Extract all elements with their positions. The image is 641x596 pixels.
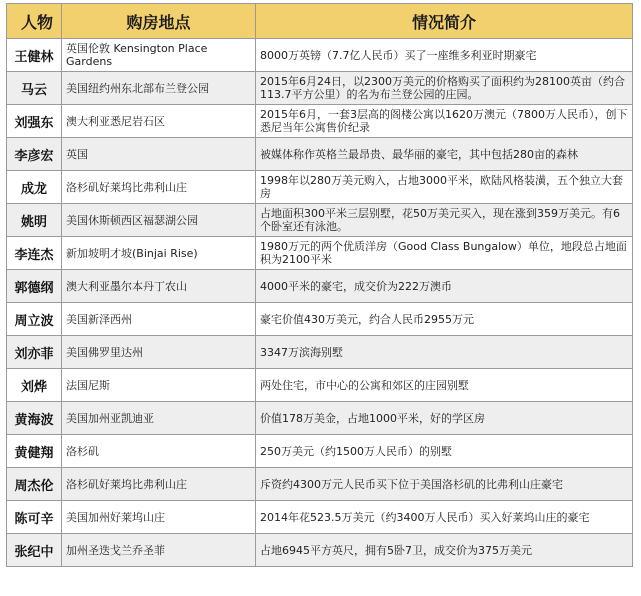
location-cell: 加州圣迭戈兰乔圣菲 [62, 534, 256, 567]
description-cell: 被媒体称作英格兰最昂贵、最华丽的豪宅，其中包括280亩的森林 [256, 138, 633, 171]
table-row [7, 336, 633, 369]
description-cell: 价值178万美金，占地1000平米，好的学区房 [256, 402, 633, 435]
header-location: 购房地点 [62, 4, 256, 39]
person-name-cell: 陈可辛 [7, 501, 62, 534]
person-name-cell: 郭德纲 [7, 270, 62, 303]
description-cell: 1980万元的两个优质洋房（Good Class Bungalow）单位，地段总占地面积为2100平米 [256, 237, 633, 270]
table-row [7, 72, 633, 105]
person-name-cell: 黄海波 [7, 402, 62, 435]
location-cell: 美国加州亚凯迪亚 [62, 402, 256, 435]
person-name-cell: 刘烨 [7, 369, 62, 402]
description-cell: 2015年6月24日，以2300万美元的价格购买了面积约为28100英亩（约合113.7平方公里）的名为布兰登公园的庄园。 [256, 72, 633, 105]
description-cell: 两处住宅，市中心的公寓和郊区的庄园别墅 [256, 369, 633, 402]
location-cell: 澳大利亚墨尔本丹丁农山 [62, 270, 256, 303]
header-person: 人物 [7, 4, 62, 39]
location-cell: 美国加州好莱坞山庄 [62, 501, 256, 534]
location-cell: 洛杉矶好莱坞比弗利山庄 [62, 468, 256, 501]
person-name-cell: 王健林 [7, 39, 62, 72]
location-cell: 美国新泽西州 [62, 303, 256, 336]
description-cell: 250万美元（约1500万人民币）的别墅 [256, 435, 633, 468]
table-row [7, 270, 633, 303]
description-cell: 8000万英镑（7.7亿人民币）买了一座维多利亚时期豪宅 [256, 39, 633, 72]
person-name-cell: 周立波 [7, 303, 62, 336]
table-row [7, 204, 633, 237]
person-name-cell: 张纪中 [7, 534, 62, 567]
location-cell: 澳大利亚悉尼岩石区 [62, 105, 256, 138]
description-cell: 1998年以280万美元购入，占地3000平米，欧陆风格装潢，五个独立大套房 [256, 171, 633, 204]
table-row [7, 402, 633, 435]
person-name-cell: 姚明 [7, 204, 62, 237]
person-name-cell: 李彦宏 [7, 138, 62, 171]
table-row [7, 435, 633, 468]
person-name-cell: 成龙 [7, 171, 62, 204]
location-cell: 美国佛罗里达州 [62, 336, 256, 369]
person-name-cell: 刘亦菲 [7, 336, 62, 369]
person-name-cell: 黄健翔 [7, 435, 62, 468]
description-cell: 占地6945平方英尺，拥有5卧7卫，成交价为375万美元 [256, 534, 633, 567]
header-description: 情况简介 [256, 4, 633, 39]
person-name-cell: 马云 [7, 72, 62, 105]
location-cell: 新加坡明才坡(Binjai Rise) [62, 237, 256, 270]
person-name-cell: 周杰伦 [7, 468, 62, 501]
location-cell: 美国纽约州东北部布兰登公园 [62, 72, 256, 105]
table-row [7, 369, 633, 402]
property-table-container [6, 3, 632, 567]
person-name-cell: 李连杰 [7, 237, 62, 270]
table-row [7, 39, 633, 72]
person-name-cell: 刘强东 [7, 105, 62, 138]
description-cell: 占地面积300平米三层别墅，花50万美元买入，现在涨到359万美元。有6个卧室还有泳池。 [256, 204, 633, 237]
table-row [7, 468, 633, 501]
table-row [7, 138, 633, 171]
description-cell: 豪宅价值430万美元，约合人民币2955万元 [256, 303, 633, 336]
table-row [7, 237, 633, 270]
location-cell: 英国伦敦 Kensington Place Gardens [62, 39, 256, 72]
table-row [7, 303, 633, 336]
table-row [7, 105, 633, 138]
description-cell: 3347万滨海别墅 [256, 336, 633, 369]
description-cell: 斥资约4300万元人民币买下位于美国洛杉矶的比弗利山庄豪宅 [256, 468, 633, 501]
property-table [6, 3, 633, 567]
location-cell: 洛杉矶好莱坞比弗利山庄 [62, 171, 256, 204]
location-cell: 法国尼斯 [62, 369, 256, 402]
table-row [7, 171, 633, 204]
description-cell: 2014年花523.5万美元（约3400万人民币）买入好莱坞山庄的豪宅 [256, 501, 633, 534]
description-cell: 4000平米的豪宅，成交价为222万澳币 [256, 270, 633, 303]
table-row [7, 534, 633, 567]
location-cell: 洛杉矶 [62, 435, 256, 468]
table-row [7, 501, 633, 534]
description-cell: 2015年6月，一套3层高的阁楼公寓以1620万澳元（7800万人民币），创下悉尼当年公寓售价纪录 [256, 105, 633, 138]
location-cell: 美国休斯顿西区福瑟湖公园 [62, 204, 256, 237]
table-header-row [7, 4, 633, 39]
location-cell: 英国 [62, 138, 256, 171]
